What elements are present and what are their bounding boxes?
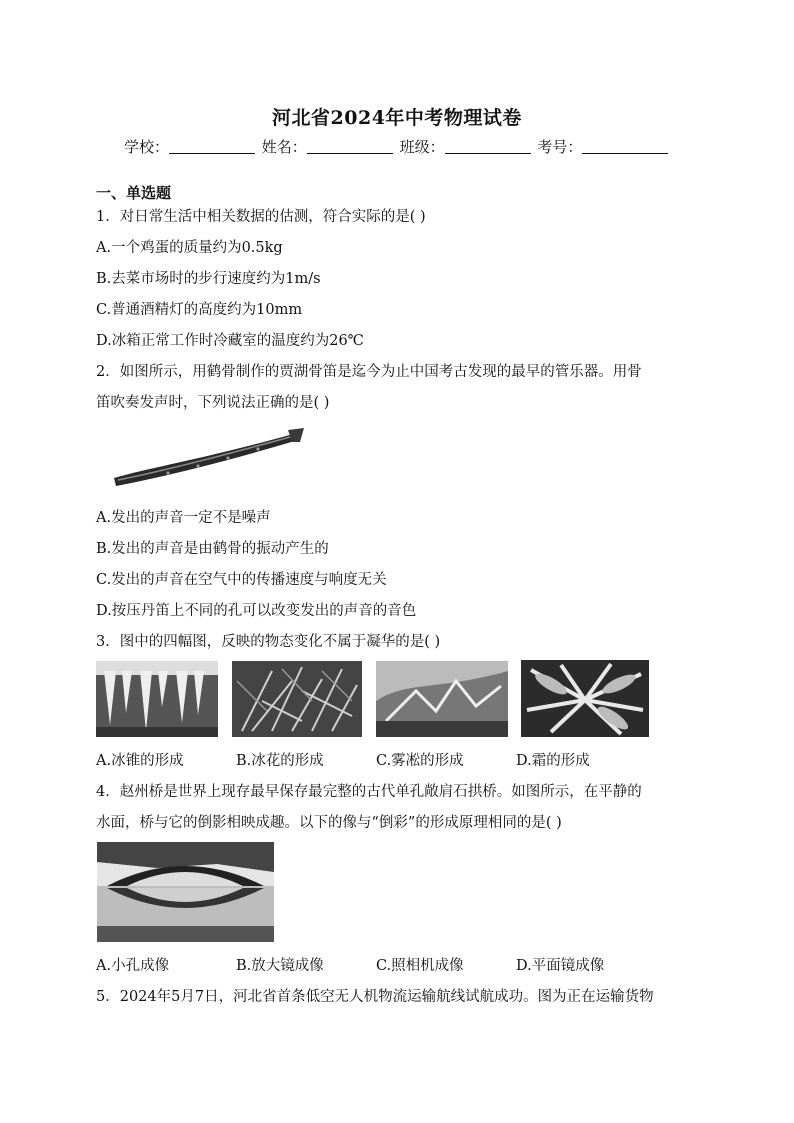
- q2-stem-line1: 2．如图所示，用鹤骨制作的贾湖骨笛是迄今为止中国考古发现的最早的管乐器。用骨: [96, 364, 642, 380]
- icicle-image: [96, 661, 218, 737]
- q2-option-c: C.发出的声音在空气中的传播速度与响度无关: [96, 572, 387, 588]
- name-label: 姓名：: [261, 138, 307, 156]
- q5-stem-line1: 5．2024年5月7日，河北省首条低空无人机物流运输航线试航成功。图为正在运输货物: [96, 989, 654, 1005]
- exam-no-blank[interactable]: [582, 138, 668, 154]
- name-blank[interactable]: [307, 138, 393, 154]
- student-info-line: [124, 136, 670, 157]
- section-heading: 一、单选题: [96, 184, 172, 202]
- q4-option-a: A.小孔成像: [96, 958, 170, 974]
- rime-image: [376, 661, 508, 737]
- q2-option-b: B.发出的声音是由鹤骨的振动产生的: [96, 541, 329, 557]
- q2-option-a: A.发出的声音一定不是噪声: [96, 510, 271, 526]
- q2-stem-line2: 笛吹奏发声时，下列说法正确的是( ): [96, 395, 330, 411]
- q4-option-b: B.放大镜成像: [236, 958, 324, 974]
- q1-stem: 1．对日常生活中相关数据的估测，符合实际的是( ): [96, 209, 426, 225]
- q1-option-b: B.去菜市场时的步行速度约为1m/s: [96, 271, 321, 287]
- q3-option-d: D.霜的形成: [516, 753, 590, 769]
- q3-option-a: A.冰锥的形成: [96, 753, 184, 769]
- q2-option-d: D.按压丹笛上不同的孔可以改变发出的声音的音色: [96, 603, 417, 619]
- bone-flute-image: [108, 424, 308, 490]
- q4-options: [96, 954, 604, 975]
- exam-no-label: 考号：: [537, 138, 583, 156]
- q4-option-c: C.照相机成像: [376, 958, 464, 974]
- q3-option-c: C.雾凇的形成: [376, 753, 464, 769]
- q4-stem-line2: 水面，桥与它的倒影相映成趣。以下的像与“倒彩”的形成原理相同的是( ): [96, 815, 562, 831]
- q1-option-d: D.冰箱正常工作时冷藏室的温度约为26℃: [96, 333, 364, 349]
- school-blank[interactable]: [169, 138, 255, 154]
- class-label: 班级：: [399, 138, 445, 156]
- exam-title: 河北省2024年中考物理试卷: [272, 107, 522, 129]
- q3-option-b: B.冰花的形成: [236, 753, 324, 769]
- school-label: 学校：: [124, 138, 170, 156]
- class-blank[interactable]: [445, 138, 531, 154]
- zhaozhou-bridge-image: [97, 842, 274, 942]
- frost-image: [521, 660, 649, 737]
- q1-option-a: A.一个鸡蛋的质量约为0.5kg: [96, 240, 283, 256]
- q4-stem-line1: 4．赵州桥是世界上现存最早保存最完整的古代单孔敞肩石拱桥。如图所示，在平静的: [96, 784, 642, 800]
- q3-options: [96, 749, 590, 770]
- q1-option-c: C.普通酒精灯的高度约为10mm: [96, 302, 303, 318]
- ice-flower-image: [232, 661, 362, 737]
- q3-stem: 3．图中的四幅图，反映的物态变化不属于凝华的是( ): [96, 634, 441, 650]
- q4-option-d: D.平面镜成像: [516, 958, 605, 974]
